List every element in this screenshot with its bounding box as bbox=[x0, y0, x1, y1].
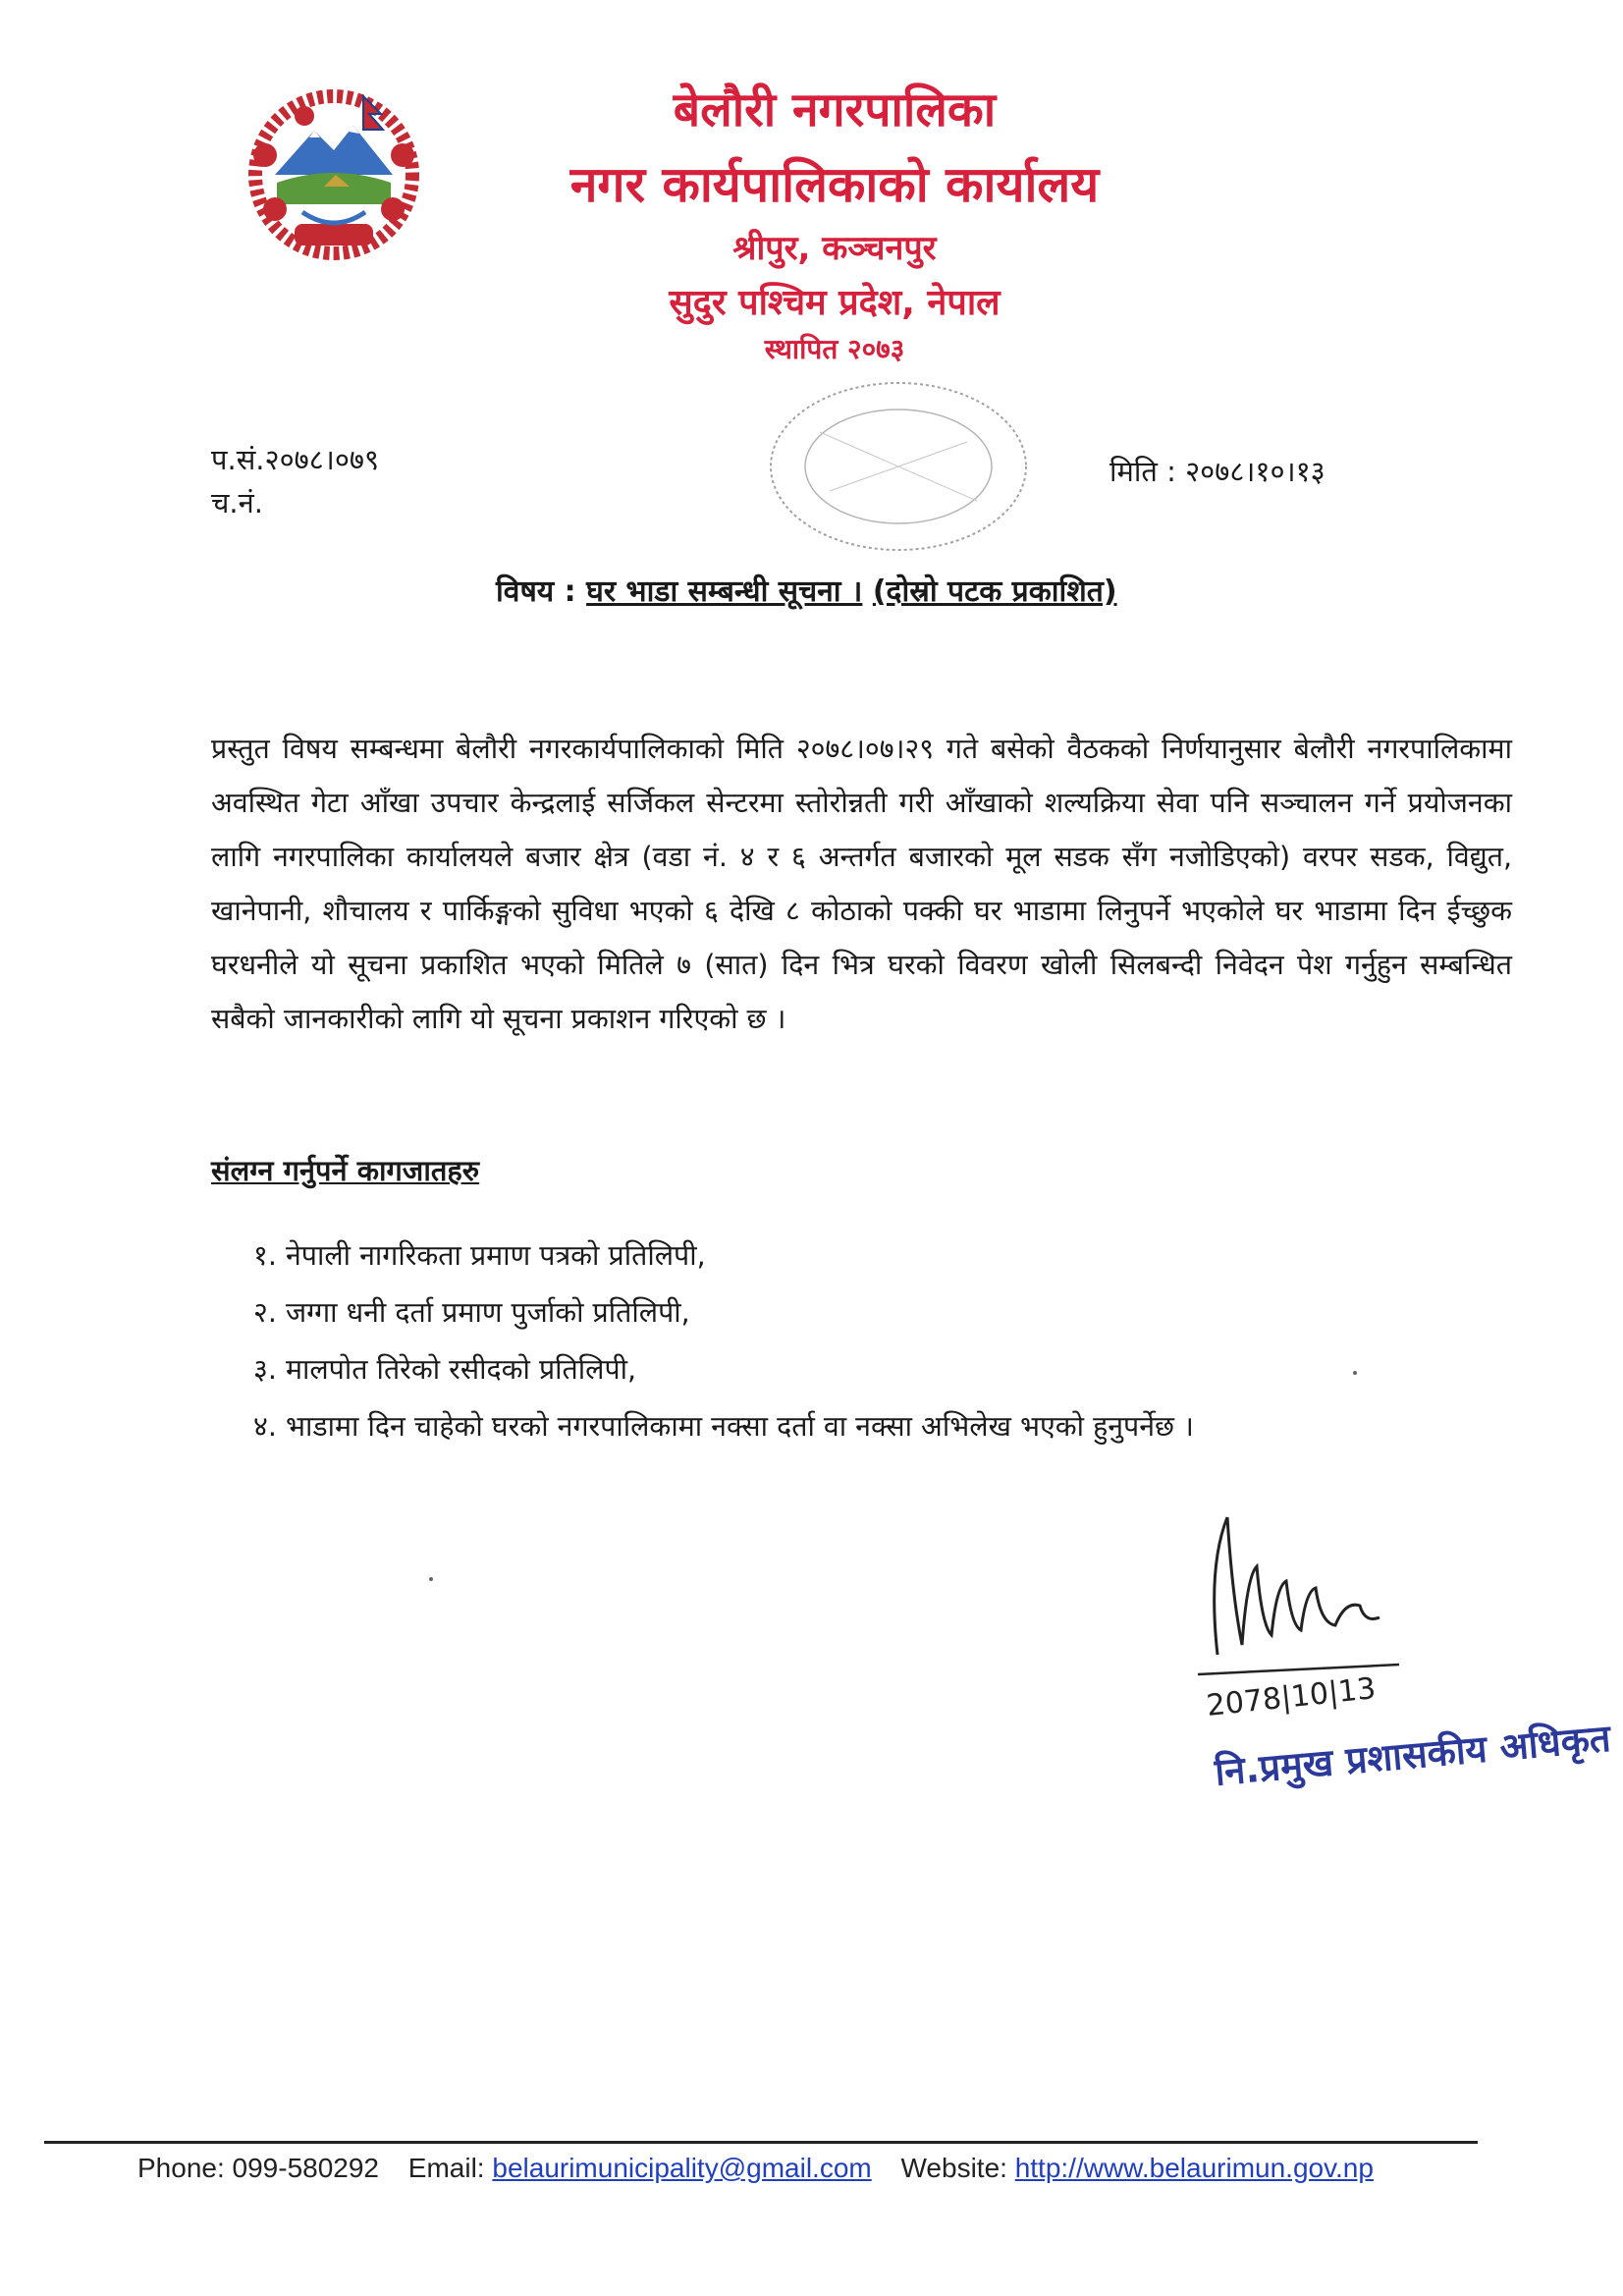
email-link[interactable]: belaurimunicipality@gmail.com bbox=[492, 2153, 872, 2183]
established-year: स्थापित २०७३ bbox=[764, 333, 905, 365]
office-stamp-icon bbox=[761, 373, 1036, 560]
footer-divider bbox=[44, 2141, 1478, 2144]
subject-title: घर भाडा सम्बन्धी सूचना । bbox=[586, 574, 863, 609]
office-name: नगर कार्यपालिकाको कार्यालय bbox=[569, 156, 1100, 213]
attachment-item: २. जग्गा धनी दर्ता प्रमाण पुर्जाको प्रतिलिपी, bbox=[253, 1296, 690, 1329]
attachment-item: १. नेपाली नागरिकता प्रमाण पत्रको प्रतिलिपी, bbox=[253, 1239, 706, 1272]
scan-speck bbox=[1353, 1371, 1357, 1375]
province-name: सुदुर पश्चिम प्रदेश, नेपाल bbox=[669, 283, 1001, 323]
website-label: Website: bbox=[900, 2153, 1007, 2183]
svg-text:2078|10|13: 2078|10|13 bbox=[1205, 1671, 1378, 1723]
attachment-item: ३. मालपोत तिरेको रसीदको प्रतिलिपी, bbox=[253, 1353, 637, 1386]
attachment-item: ४. भाडामा दिन चाहेको घरको नगरपालिकामा नक्सा दर्ता वा नक्सा अभिलेख भएको हुनुपर्नेछ । bbox=[253, 1410, 1194, 1443]
subject-line bbox=[496, 570, 1117, 610]
website-link[interactable]: http://www.belaurimun.gov.np bbox=[1014, 2153, 1374, 2183]
phone-number: 099-580292 bbox=[232, 2153, 380, 2183]
scan-speck bbox=[429, 1577, 433, 1581]
municipality-name: बेलौरी नगरपालिका bbox=[673, 82, 997, 137]
office-address: श्रीपुर, कञ्चनपुर bbox=[732, 229, 937, 268]
subject-label: विषय : bbox=[496, 574, 576, 609]
subject-note: (दोस्रो पटक प्रकाशित) bbox=[872, 574, 1117, 609]
nepal-government-emblem-icon bbox=[206, 77, 461, 273]
handwritten-signature-icon bbox=[1188, 1507, 1414, 1728]
attachments-list bbox=[253, 1228, 1481, 1455]
phone-label: Phone: bbox=[137, 2153, 225, 2183]
attachments-title: संलग्न गर्नुपर्ने कागजातहरु bbox=[211, 1154, 480, 1187]
letter-date: मिति : २०७८।१०।१३ bbox=[1109, 455, 1325, 488]
footer-contact bbox=[137, 2153, 1512, 2184]
patra-sankhya: प.सं.२०७८।०७९ bbox=[211, 443, 380, 476]
notice-body-paragraph: प्रस्तुत विषय सम्बन्धमा बेलौरी नगरकार्यपालिकाको मिति २०७८।०७।२९ गते बसेको वैठकको निर्णयानुसार बेलौरी नगरपालिकामा अवस्थित गेटा आँखा उपचार केन्द्रलाई सर्जिकल सेन्टरमा स्तोरोन्नती गरी आँखाको शल्यक्रिया सेवा पनि सञ्चालन गर्ने प्रयोजनका लागि नगरपालिका कार्यालयले बजार क्षेत्र (वडा नं. ४ र ६ अन्तर्गत बजारको मूल सडक सँग नजोडिएको) वरपर सडक, विद्युत, खानेपानी, शौचालय र पार्किङ्गको सुविधा भएको ६ देखि ८ कोठाको पक्की घर भाडामा लिनुपर्ने भएकोले घर भाडामा दिन ईच्छुक घरधनीले यो सूचना प्रकाशित भएको मितिले ७ (सात) दिन भित्र घरको विवरण खोली सिलबन्दी निवेदन पेश गर्नुहुन सम्बन्धित सबैको जानकारीको लागि यो सूचना प्रकाशन गरिएको छ । bbox=[211, 733, 1512, 1035]
signatory-designation: नि.प्रमुख प्रशासकीय अधिकृत bbox=[1213, 1716, 1613, 1794]
chalani-number: च.नं. bbox=[211, 486, 263, 519]
email-label: Email: bbox=[407, 2153, 485, 2183]
